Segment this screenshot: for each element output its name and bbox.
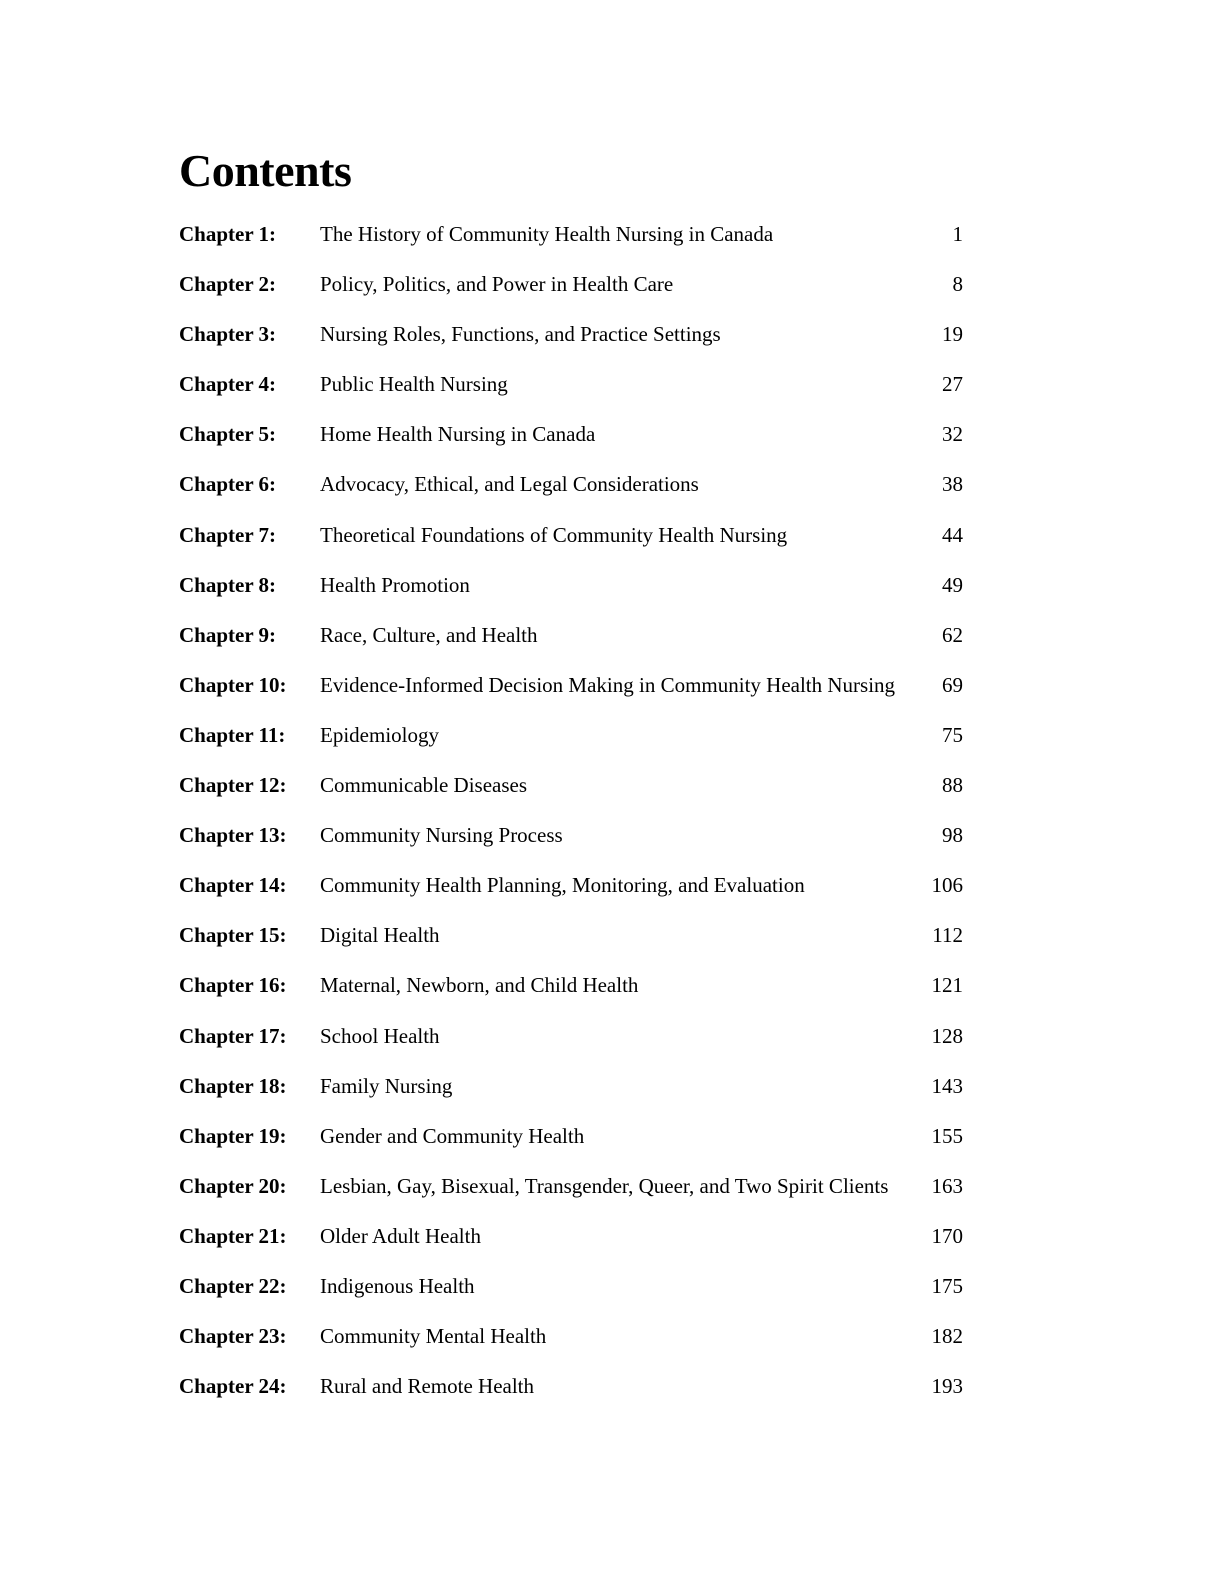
chapter-title: Epidemiology xyxy=(320,722,439,747)
chapter-label: Chapter 3: xyxy=(179,322,277,347)
chapter-title: Older Adult Health xyxy=(320,1223,481,1248)
chapter-page-number: 175 xyxy=(931,1273,963,1298)
chapter-label: Chapter 17: xyxy=(179,1023,287,1048)
chapter-page-number: 128 xyxy=(931,1023,963,1048)
chapter-page-number: 112 xyxy=(932,923,963,948)
table-of-contents xyxy=(179,209,963,1411)
toc-entry[interactable] xyxy=(179,760,963,810)
chapter-page-number: 8 xyxy=(952,272,963,297)
chapter-label: Chapter 5: xyxy=(179,422,277,447)
chapter-title: Family Nursing xyxy=(320,1073,453,1098)
chapter-label: Chapter 9: xyxy=(179,622,277,647)
chapter-title: Policy, Politics, and Power in Health Care xyxy=(320,272,674,297)
chapter-page-number: 62 xyxy=(942,622,963,647)
chapter-page-number: 143 xyxy=(931,1073,963,1098)
chapter-title: School Health xyxy=(320,1023,440,1048)
chapter-label: Chapter 13: xyxy=(179,823,287,848)
toc-entry[interactable] xyxy=(179,459,963,509)
chapter-title: Public Health Nursing xyxy=(320,372,508,397)
chapter-page-number: 32 xyxy=(942,422,963,447)
chapter-label: Chapter 11: xyxy=(179,722,286,747)
chapter-label: Chapter 4: xyxy=(179,372,277,397)
chapter-title: Gender and Community Health xyxy=(320,1123,585,1148)
toc-entry[interactable] xyxy=(179,1111,963,1161)
page-title: Contents xyxy=(179,145,352,196)
toc-entry[interactable] xyxy=(179,1261,963,1311)
chapter-page-number: 38 xyxy=(942,472,963,497)
chapter-title: Health Promotion xyxy=(320,572,470,597)
chapter-title: Advocacy, Ethical, and Legal Considerations xyxy=(320,472,699,497)
chapter-title: Community Health Planning, Monitoring, and Evaluation xyxy=(320,873,805,898)
chapter-label: Chapter 10: xyxy=(179,672,287,697)
chapter-title: Communicable Diseases xyxy=(320,773,528,798)
chapter-title: Community Mental Health xyxy=(320,1324,547,1349)
chapter-label: Chapter 21: xyxy=(179,1223,287,1248)
chapter-page-number: 44 xyxy=(942,522,963,547)
chapter-page-number: 27 xyxy=(942,372,963,397)
chapter-page-number: 163 xyxy=(931,1173,963,1198)
chapter-page-number: 1 xyxy=(952,222,963,246)
toc-entry[interactable] xyxy=(179,1361,963,1411)
toc-entry[interactable] xyxy=(179,960,963,1010)
chapter-label: Chapter 1: xyxy=(179,222,277,246)
chapter-page-number: 121 xyxy=(931,973,963,998)
chapter-title: Rural and Remote Health xyxy=(320,1374,535,1399)
chapter-label: Chapter 7: xyxy=(179,522,277,547)
chapter-page-number: 182 xyxy=(931,1324,963,1349)
toc-entry[interactable] xyxy=(179,860,963,910)
chapter-label: Chapter 18: xyxy=(179,1073,287,1098)
chapter-page-number: 193 xyxy=(931,1374,963,1399)
chapter-label: Chapter 15: xyxy=(179,923,287,948)
chapter-title: Home Health Nursing in Canada xyxy=(320,422,596,447)
chapter-title: Digital Health xyxy=(320,923,440,948)
chapter-label: Chapter 22: xyxy=(179,1273,287,1298)
chapter-label: Chapter 24: xyxy=(179,1374,287,1399)
chapter-title: Evidence-Informed Decision Making in Community Health Nursing xyxy=(320,672,896,697)
toc-entry[interactable] xyxy=(179,1311,963,1361)
chapter-title: Lesbian, Gay, Bisexual, Transgender, Queer, and Two Spirit Clients xyxy=(320,1173,889,1198)
chapter-page-number: 88 xyxy=(942,773,963,798)
chapter-page-number: 106 xyxy=(931,873,963,898)
chapter-label: Chapter 20: xyxy=(179,1173,287,1198)
chapter-label: Chapter 14: xyxy=(179,873,287,898)
chapter-label: Chapter 6: xyxy=(179,472,277,497)
chapter-page-number: 19 xyxy=(942,322,963,347)
toc-entry[interactable] xyxy=(179,1161,963,1211)
toc-entry[interactable] xyxy=(179,209,963,259)
toc-entry[interactable] xyxy=(179,910,963,960)
chapter-title: Community Nursing Process xyxy=(320,823,563,848)
chapter-label: Chapter 12: xyxy=(179,773,287,798)
toc-entry[interactable] xyxy=(179,710,963,760)
toc-entry[interactable] xyxy=(179,359,963,409)
toc-entry[interactable] xyxy=(179,660,963,710)
toc-entry[interactable] xyxy=(179,560,963,610)
chapter-label: Chapter 8: xyxy=(179,572,277,597)
toc-entry[interactable] xyxy=(179,1061,963,1111)
chapter-page-number: 49 xyxy=(942,572,963,597)
chapter-page-number: 75 xyxy=(942,722,963,747)
toc-entry[interactable] xyxy=(179,610,963,660)
chapter-page-number: 155 xyxy=(931,1123,963,1148)
chapter-label: Chapter 16: xyxy=(179,973,287,998)
chapter-title: The History of Community Health Nursing in Canada xyxy=(320,222,774,246)
toc-entry[interactable] xyxy=(179,409,963,459)
chapter-label: Chapter 19: xyxy=(179,1123,287,1148)
chapter-title: Nursing Roles, Functions, and Practice Settings xyxy=(320,322,721,347)
toc-entry[interactable] xyxy=(179,309,963,359)
toc-entry[interactable] xyxy=(179,259,963,309)
chapter-page-number: 98 xyxy=(942,823,963,848)
toc-entry[interactable] xyxy=(179,510,963,560)
chapter-label: Chapter 23: xyxy=(179,1324,287,1349)
chapter-title: Indigenous Health xyxy=(320,1273,475,1298)
chapter-label: Chapter 2: xyxy=(179,272,277,297)
toc-entry[interactable] xyxy=(179,1211,963,1261)
toc-entry[interactable] xyxy=(179,810,963,860)
toc-entry[interactable] xyxy=(179,1011,963,1061)
chapter-title: Race, Culture, and Health xyxy=(320,622,538,647)
chapter-page-number: 69 xyxy=(942,672,963,697)
chapter-page-number: 170 xyxy=(931,1223,963,1248)
chapter-title: Theoretical Foundations of Community Health Nursing xyxy=(320,522,788,547)
chapter-title: Maternal, Newborn, and Child Health xyxy=(320,973,639,998)
